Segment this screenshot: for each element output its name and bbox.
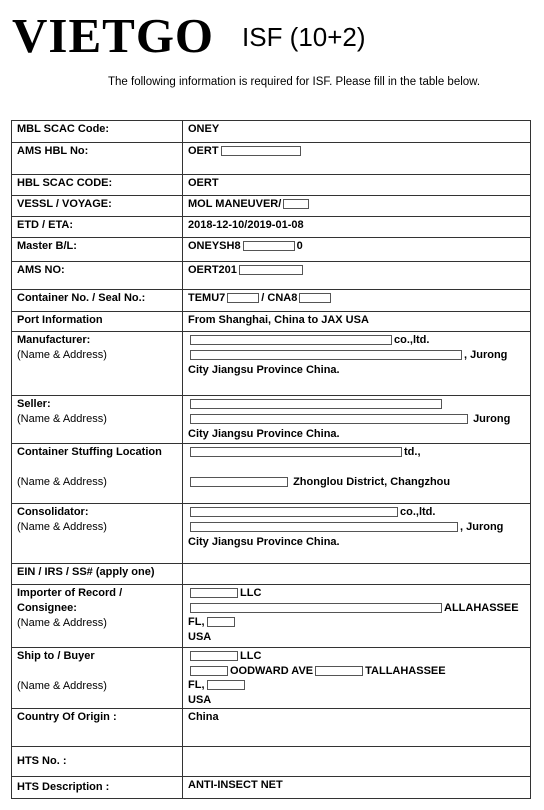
value-vessel-cell xyxy=(183,196,531,217)
row-seller xyxy=(12,396,531,444)
row-etd-eta xyxy=(12,217,531,238)
stuffing-line-1: td., xyxy=(404,446,421,458)
redaction-box xyxy=(190,603,442,613)
redaction-box xyxy=(190,477,288,487)
row-origin xyxy=(12,709,531,747)
value-ams-no-cell xyxy=(183,262,531,290)
redaction-box xyxy=(221,146,301,156)
row-ship-to xyxy=(12,648,531,709)
row-mbl-scac xyxy=(12,121,531,143)
redaction-box xyxy=(239,265,303,275)
redaction-box xyxy=(207,617,235,627)
label-consolidator: Consolidator: xyxy=(17,506,89,518)
redaction-box xyxy=(190,588,238,598)
row-hbl-scac xyxy=(12,175,531,196)
value-container-cell xyxy=(183,290,531,312)
label-ams-no: AMS NO: xyxy=(12,262,183,290)
value-master-bl: ONEYSH8 xyxy=(188,240,241,252)
consolidator-line-3: City Jiangsu Province China. xyxy=(188,536,340,548)
label-manufacturer-sub: (Name & Address) xyxy=(17,349,107,361)
row-ams-hbl xyxy=(12,143,531,175)
label-vessel: VESSL / VOYAGE: xyxy=(12,196,183,217)
label-importer-2: Consignee: xyxy=(17,602,77,614)
value-master-bl-tail: 0 xyxy=(296,240,303,252)
ship-to-line-1: LLC xyxy=(240,650,262,662)
value-ams-hbl-cell xyxy=(183,143,531,175)
importer-line-2: ALLAHASSEE xyxy=(444,601,519,614)
label-seller-cell xyxy=(12,396,183,444)
intro-text: The following information is required for ISF. Please fill in the table below. xyxy=(108,76,481,88)
row-port xyxy=(12,312,531,332)
redaction-box xyxy=(190,522,458,532)
label-origin: Country Of Origin : xyxy=(12,709,183,747)
label-etd-eta: ETD / ETA: xyxy=(12,217,183,238)
value-ams-no: OERT201 xyxy=(188,264,237,276)
stuffing-line-3: Zhonglou District, Changzhou xyxy=(293,476,451,488)
label-manufacturer: Manufacturer: xyxy=(17,334,91,346)
value-consolidator xyxy=(183,504,531,564)
redaction-box xyxy=(299,293,331,303)
redaction-box xyxy=(190,335,392,345)
label-stuffing-cell xyxy=(12,444,183,504)
label-importer-sub: (Name & Address) xyxy=(17,617,107,629)
label-importer: Importer of Record / xyxy=(17,587,123,599)
ship-to-line-4: USA xyxy=(188,693,212,706)
document-title: ISF (10+2) xyxy=(242,22,366,52)
row-importer xyxy=(12,585,531,648)
row-master-bl xyxy=(12,238,531,262)
label-mbl-scac: MBL SCAC Code: xyxy=(12,121,183,143)
value-mbl-scac: ONEY xyxy=(183,121,531,143)
label-hts-desc: HTS Description : xyxy=(12,777,183,799)
value-origin: China xyxy=(183,709,531,747)
redaction-box xyxy=(207,680,245,690)
value-seller xyxy=(183,396,531,444)
importer-line-4: USA xyxy=(188,630,212,643)
value-hts-desc: ANTI-INSECT NET xyxy=(183,777,531,799)
row-container xyxy=(12,290,531,312)
row-consolidator xyxy=(12,504,531,564)
value-hts-no xyxy=(183,747,531,777)
label-hts-no: HTS No. : xyxy=(12,747,183,777)
label-consolidator-cell xyxy=(12,504,183,564)
ship-to-line-2a: OODWARD AVE xyxy=(230,664,314,677)
ship-to-line-3: FL, xyxy=(188,679,205,691)
value-manufacturer xyxy=(183,332,531,396)
value-master-bl-cell xyxy=(183,238,531,262)
value-etd-eta: 2018-12-10/2019-01-08 xyxy=(183,217,531,238)
redaction-box xyxy=(190,651,238,661)
label-ship-to-sub: (Name & Address) xyxy=(17,680,107,692)
row-vessel xyxy=(12,196,531,217)
redaction-box xyxy=(243,241,295,251)
label-ams-hbl: AMS HBL No: xyxy=(12,143,183,175)
manufacturer-line-2: , Jurong xyxy=(464,349,508,361)
value-importer xyxy=(183,585,531,648)
consolidator-line-1: co.,ltd. xyxy=(400,506,436,518)
label-consolidator-sub: (Name & Address) xyxy=(17,521,107,533)
ship-to-line-2b: TALLAHASSEE xyxy=(365,664,446,677)
value-ams-hbl: OERT xyxy=(188,145,219,157)
row-ams-no xyxy=(12,262,531,290)
label-stuffing-sub: (Name & Address) xyxy=(17,476,107,488)
row-hts-desc xyxy=(12,777,531,799)
label-ein: EIN / IRS / SS# (apply one) xyxy=(12,564,183,585)
consolidator-line-2: , Jurong xyxy=(460,521,504,533)
row-stuffing xyxy=(12,444,531,504)
row-hts-no xyxy=(12,747,531,777)
redaction-box xyxy=(190,447,402,457)
label-master-bl: Master B/L: xyxy=(12,238,183,262)
redaction-box xyxy=(227,293,259,303)
label-container: Container No. / Seal No.: xyxy=(12,290,183,312)
value-vessel: MOL MANEUVER/ xyxy=(188,198,282,210)
label-seller: Seller: xyxy=(17,398,51,410)
value-ein xyxy=(183,564,531,585)
value-port: From Shanghai, China to JAX USA xyxy=(183,312,531,332)
value-stuffing xyxy=(183,444,531,504)
redaction-box xyxy=(190,507,398,517)
redaction-box xyxy=(315,666,363,676)
redaction-box xyxy=(190,666,228,676)
label-ship-to: Ship to / Buyer xyxy=(17,650,95,662)
value-hbl-scac: OERT xyxy=(183,175,531,196)
row-ein xyxy=(12,564,531,585)
value-seal: / CNA8 xyxy=(261,292,298,304)
label-port: Port Information xyxy=(12,312,183,332)
isf-table xyxy=(11,120,531,799)
value-ship-to xyxy=(183,648,531,709)
redaction-box xyxy=(283,199,309,209)
label-manufacturer-cell xyxy=(12,332,183,396)
manufacturer-line-3: City Jiangsu Province China. xyxy=(188,364,340,376)
vietgo-logo: VIETGO xyxy=(12,8,215,63)
label-seller-sub: (Name & Address) xyxy=(17,413,107,425)
label-hbl-scac: HBL SCAC CODE: xyxy=(12,175,183,196)
redaction-box xyxy=(190,414,468,424)
manufacturer-line-1: co.,ltd. xyxy=(394,334,430,346)
seller-line-3: City Jiangsu Province China. xyxy=(188,428,340,440)
row-manufacturer xyxy=(12,332,531,396)
label-importer-cell xyxy=(12,585,183,648)
redaction-box xyxy=(190,399,442,409)
importer-line-1: LLC xyxy=(240,587,262,599)
label-stuffing: Container Stuffing Location xyxy=(17,446,162,458)
label-ship-to-cell xyxy=(12,648,183,709)
seller-line-2: Jurong xyxy=(473,413,511,425)
importer-line-3: FL, xyxy=(188,616,205,628)
value-container: TEMU7 xyxy=(188,292,226,304)
redaction-box xyxy=(190,350,462,360)
